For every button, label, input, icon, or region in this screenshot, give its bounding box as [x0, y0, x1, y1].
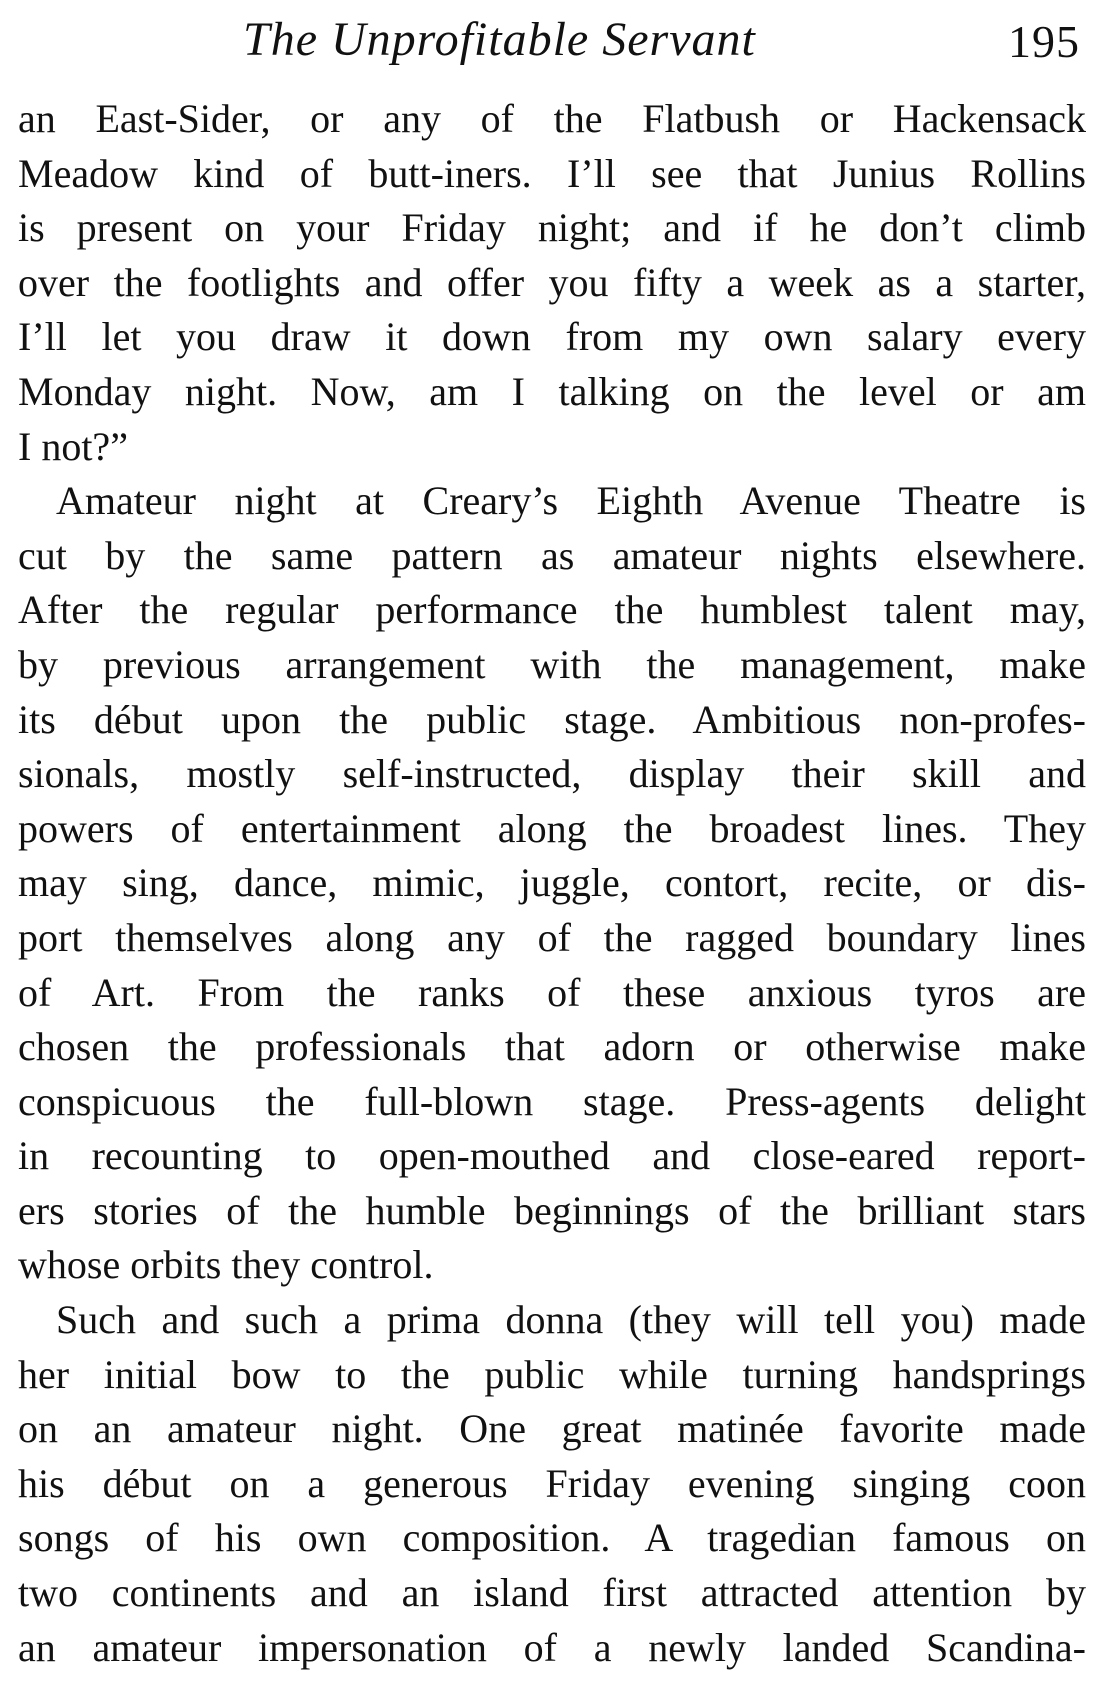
text-line: an East-Sider, or any of the Flatbush or Hackensack: [18, 96, 1086, 141]
body-text: [18, 92, 1086, 1675]
text-line: an amateur impersonation of a newly landed Scandina-: [18, 1624, 1086, 1670]
paragraph-2: [18, 474, 1086, 1293]
text-line: ers stories of the humble beginnings of the brilliant stars: [18, 1187, 1086, 1233]
text-line: sionals, mostly self-instructed, display their skill and: [18, 751, 1086, 797]
text-line: Such and such a prima donna (they will tell you) made: [56, 1297, 1086, 1343]
text-line: cut by the same pattern as amateur nights elsewhere.: [18, 532, 1086, 578]
text-line: on an amateur night. One great matinée favorite made: [18, 1406, 1086, 1452]
text-line: songs of his own composition. A tragedian famous on: [18, 1515, 1086, 1561]
page-number: 195: [1008, 16, 1080, 67]
text-line: Meadow kind of butt-iners. I’ll see that Junius Rollins: [18, 150, 1086, 196]
text-line: by previous arrangement with the management, make: [18, 641, 1086, 687]
text-line: is present on your Friday night; and if he don’t climb: [18, 205, 1086, 251]
text-line: in recounting to open-mouthed and close-eared report-: [18, 1133, 1086, 1179]
text-line: I’ll let you draw it down from my own salary every: [18, 314, 1086, 360]
text-line: powers of entertainment along the broadest lines. They: [18, 805, 1086, 851]
text-line: Amateur night at Creary’s Eighth Avenue Theatre is: [56, 478, 1086, 524]
text-line: whose orbits they control.: [18, 1242, 434, 1288]
text-line: I not?”: [18, 423, 128, 469]
text-line: over the footlights and offer you fifty a week as a starter,: [18, 259, 1086, 305]
text-line: of Art. From the ranks of these anxious tyros are: [18, 969, 1086, 1015]
text-line: conspicuous the full-blown stage. Press-agents delight: [18, 1078, 1086, 1124]
text-line: may sing, dance, mimic, juggle, contort, recite, or dis-: [18, 860, 1086, 906]
text-line: his début on a generous Friday evening singing coon: [18, 1460, 1086, 1506]
text-line: port themselves along any of the ragged boundary lines: [18, 914, 1086, 960]
book-page: [18, 0, 1086, 1694]
paragraph-1: [18, 92, 1086, 474]
paragraph-3: [18, 1293, 1086, 1675]
running-head: [18, 0, 1086, 92]
text-line: two continents and an island first attracted attention by: [18, 1570, 1086, 1616]
text-line: Monday night. Now, am I talking on the level or am: [18, 368, 1086, 414]
text-line: After the regular performance the humblest talent may,: [18, 587, 1086, 633]
running-title: The Unprofitable Servant: [243, 13, 756, 66]
text-line: her initial bow to the public while turning handsprings: [18, 1351, 1086, 1397]
text-line: chosen the professionals that adorn or otherwise make: [18, 1024, 1086, 1070]
text-line: its début upon the public stage. Ambitious non-profes-: [18, 696, 1086, 742]
